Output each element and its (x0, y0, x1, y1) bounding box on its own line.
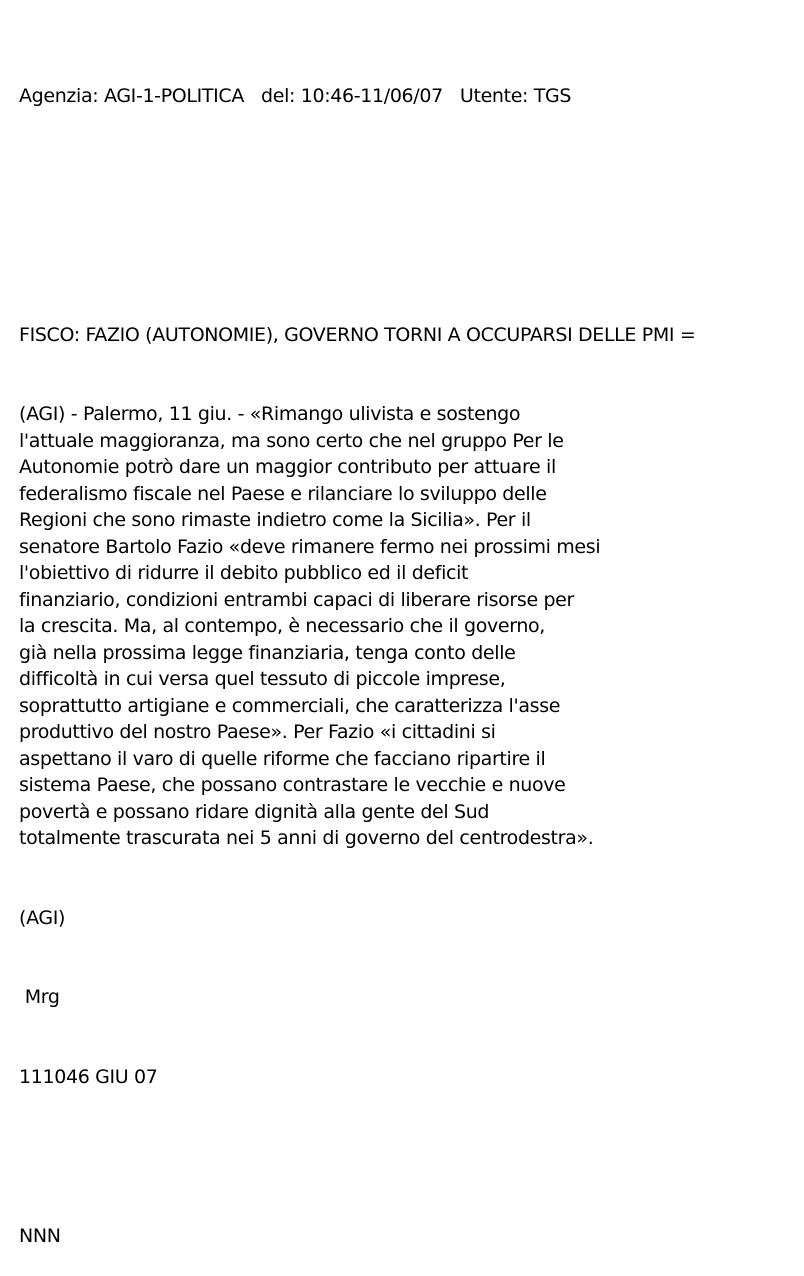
article-body-line: Regioni che sono rimaste indietro come la Sicilia». Per il (19, 509, 531, 531)
article-body-line: difficoltà in cui versa quel tessuto di piccole imprese, (19, 668, 506, 690)
article-body-line: soprattutto artigiane e commerciali, che caratterizza l'asse (19, 694, 561, 717)
date-value: 10:46-11/06/07 (300, 85, 443, 107)
article-source: (AGI) (19, 906, 66, 929)
article-body-line: l'obiettivo di ridurre il debito pubblico ed il deficit (19, 562, 469, 584)
article-body-line: totalmente trascurata nei 5 anni di governo del centrodestra». (19, 827, 594, 849)
article-body-line: (AGI) - Palermo, 11 giu. - «Rimango ulivista e sostengo (19, 403, 521, 425)
article-body-line: la crescita. Ma, al contempo, è necessario che il governo, (19, 615, 545, 637)
date-label: del: (261, 85, 296, 107)
article-author: Mrg (19, 986, 60, 1008)
article-body-line: l'attuale maggioranza, ma sono certo che nel gruppo Per le (19, 429, 564, 452)
article-body-line: senatore Bartolo Fazio «deve rimanere fermo nei prossimi mesi (19, 535, 601, 558)
article-body-line: aspettano il varo di quelle riforme che facciano ripartire il (19, 747, 546, 770)
article-body-line: sistema Paese, che possano contrastare le vecchie e nuove (19, 774, 566, 796)
user-value: TGS (533, 85, 572, 107)
spacer (19, 1143, 799, 1170)
article-body (19, 401, 799, 852)
article-dateline: 111046 GIU 07 (19, 1065, 158, 1088)
user-label: Utente: (459, 85, 529, 107)
article-body-line: finanziario, condizioni entrambi capaci di liberare risorse per (19, 588, 574, 611)
article-end-mark: NNN (19, 1224, 61, 1247)
agency-dispatch (19, 30, 799, 1276)
spacer (19, 242, 799, 269)
agency-value: AGI-1-POLITICA (104, 85, 244, 107)
agency-label: Agenzia: (19, 85, 99, 107)
dispatch-header (19, 83, 799, 110)
spacer (19, 163, 799, 190)
article-body-line: povertà e possano ridare dignità alla gente del Sud (19, 800, 490, 823)
article-body-line: già nella prossima legge finanziaria, tenga conto delle (19, 641, 516, 664)
article-title: FISCO: FAZIO (AUTONOMIE), GOVERNO TORNI A OCCUPARSI DELLE PMI = (19, 323, 696, 346)
article-body-line: federalismo fiscale nel Paese e rilanciare lo sviluppo delle (19, 482, 547, 505)
article-body-line: produttivo del nostro Paese». Per Fazio «i cittadini si (19, 721, 496, 743)
article-body-line: Autonomie potrò dare un maggior contributo per attuare il (19, 456, 556, 478)
